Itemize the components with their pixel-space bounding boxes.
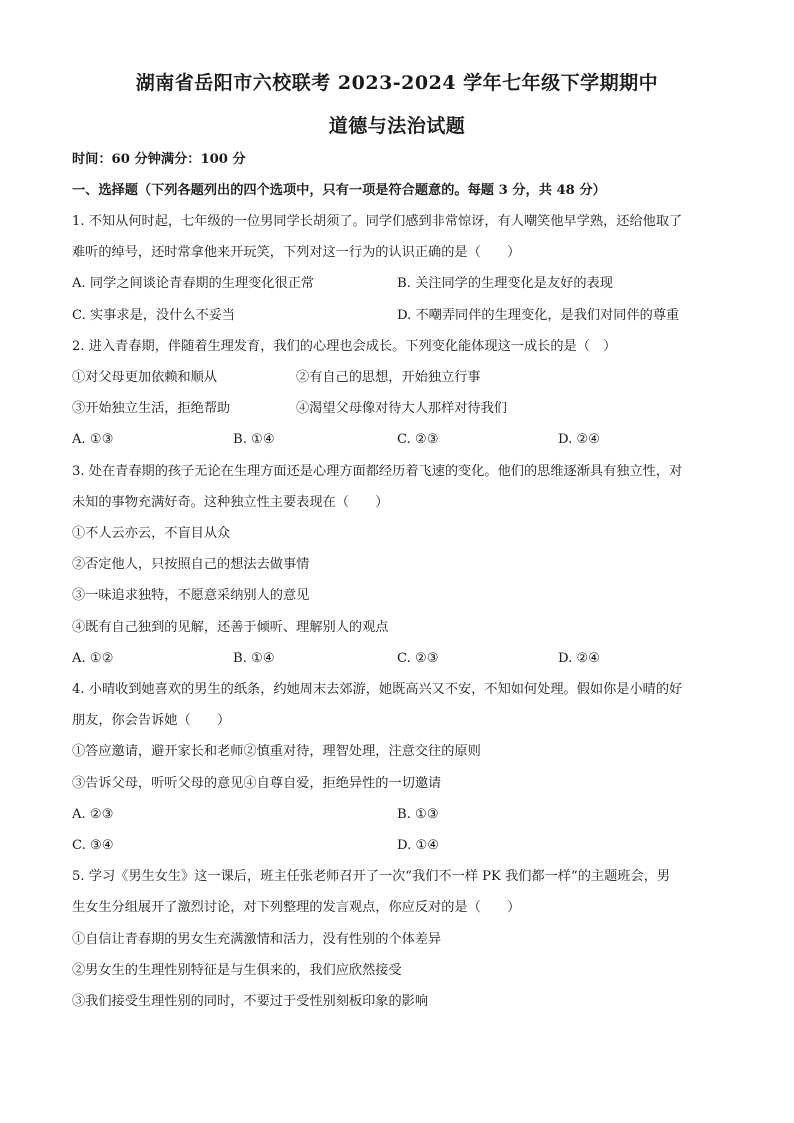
q3-option-a: A. ①② [72,651,114,666]
q1-option-b: B. 关注同学的生理变化是友好的表现 [397,276,613,291]
q1-option-c: C. 实事求是，没什么不妥当 [72,308,236,323]
q3-option-b: B. ①④ [233,651,275,666]
q1-stem-line1: 1. 不知从何时起，七年级的一位男同学长胡须了。同学们感到非常惊讶，有人嘲笑他早学熟，还给他取了 [72,214,683,229]
q2-option-c: C. ②③ [397,432,439,447]
q5-stem-line1: 5. 学习《男生女生》这一课后，班主任张老师召开了一次“我们不一样 PK 我们都一样”的主题班会，男 [72,869,671,884]
q4-stem-line2: 朋友，你会告诉她（ ） [72,713,231,728]
q3-item-3: ③一味追求独特，不愿意采纳别人的意见 [72,588,310,603]
q5-item-2: ②男女生的生理性别特征是与生俱来的，我们应欣然接受 [72,963,402,978]
q4-option-d: D. ①④ [397,838,440,853]
q2-item-3: ③开始独立生活，拒绝帮助 [72,401,231,416]
q2-item-1: ①对父母更加依赖和顺从 [72,370,218,385]
q2-option-d: D. ②④ [558,432,601,447]
q5-item-1: ①自信让青春期的男女生充满激情和活力，没有性别的个体差异 [72,932,442,947]
q2-item-4: ④渴望父母像对待大人那样对待我们 [296,401,507,416]
q2-option-b: B. ①④ [233,432,275,447]
q4-stem-line1: 4. 小晴收到她喜欢的男生的纸条，约她周末去郊游，她既高兴又不安，不知如何处理。假如你是小晴的好 [72,682,683,697]
q3-item-4: ④既有自己独到的见解，还善于倾听、理解别人的观点 [72,620,389,635]
section1-heading: 一、选择题（下列各题列出的四个选项中，只有一项是符合题意的。每题 3 分，共 48 分） [72,183,606,198]
q2-stem-line1: 2. 进入青春期，伴随着生理发育，我们的心理也会成长。下列变化能体现这一成长的是（ ） [72,339,617,354]
q5-stem-line2: 生女生分组展开了激烈讨论，对下列整理的发言观点，你应反对的是（ ） [72,900,521,915]
q4-option-b: B. ①③ [397,807,439,822]
q4-items-line2: ③告诉父母，听听父母的意见④自尊自爱，拒绝异性的一切邀请 [72,776,442,791]
exam-info: 时间：60 分钟满分：100 分 [72,152,246,167]
q4-option-a: A. ②③ [72,807,114,822]
q2-option-a: A. ①③ [72,432,114,447]
q5-item-3: ③我们接受生理性别的同时，不要过于受性别刻板印象的影响 [72,994,429,1009]
exam-title-line1: 湖南省岳阳市六校联考 2023-2024 学年七年级下学期期中 [135,72,659,94]
q4-option-c: C. ③④ [72,838,114,853]
q3-option-c: C. ②③ [397,651,439,666]
q3-option-d: D. ②④ [558,651,601,666]
q3-item-1: ①不人云亦云，不盲目从众 [72,526,231,541]
q3-stem-line1: 3. 处在青春期的孩子无论在生理方面还是心理方面都经历着飞速的变化。他们的思维逐渐具有独立性，对 [72,464,683,479]
q1-option-a: A. 同学之间谈论青春期的生理变化很正常 [72,276,315,291]
exam-title-line2: 道德与法治试题 [328,115,466,137]
q3-stem-line2: 未知的事物充满好奇。这种独立性主要表现在（ ） [72,495,389,510]
q1-stem-line2: 难听的绰号，还时常拿他来开玩笑，下列对这一行为的认识正确的是（ ） [72,245,521,260]
q2-item-2: ②有自己的思想，开始独立行事 [296,370,481,385]
q3-item-2: ②否定他人，只按照自己的想法去做事情 [72,557,310,572]
q1-option-d: D. 不嘲弄同伴的生理变化，是我们对同伴的尊重 [397,308,680,323]
q4-items-line1: ①答应邀请，避开家长和老师②慎重对待，理智处理，注意交往的原则 [72,744,481,759]
